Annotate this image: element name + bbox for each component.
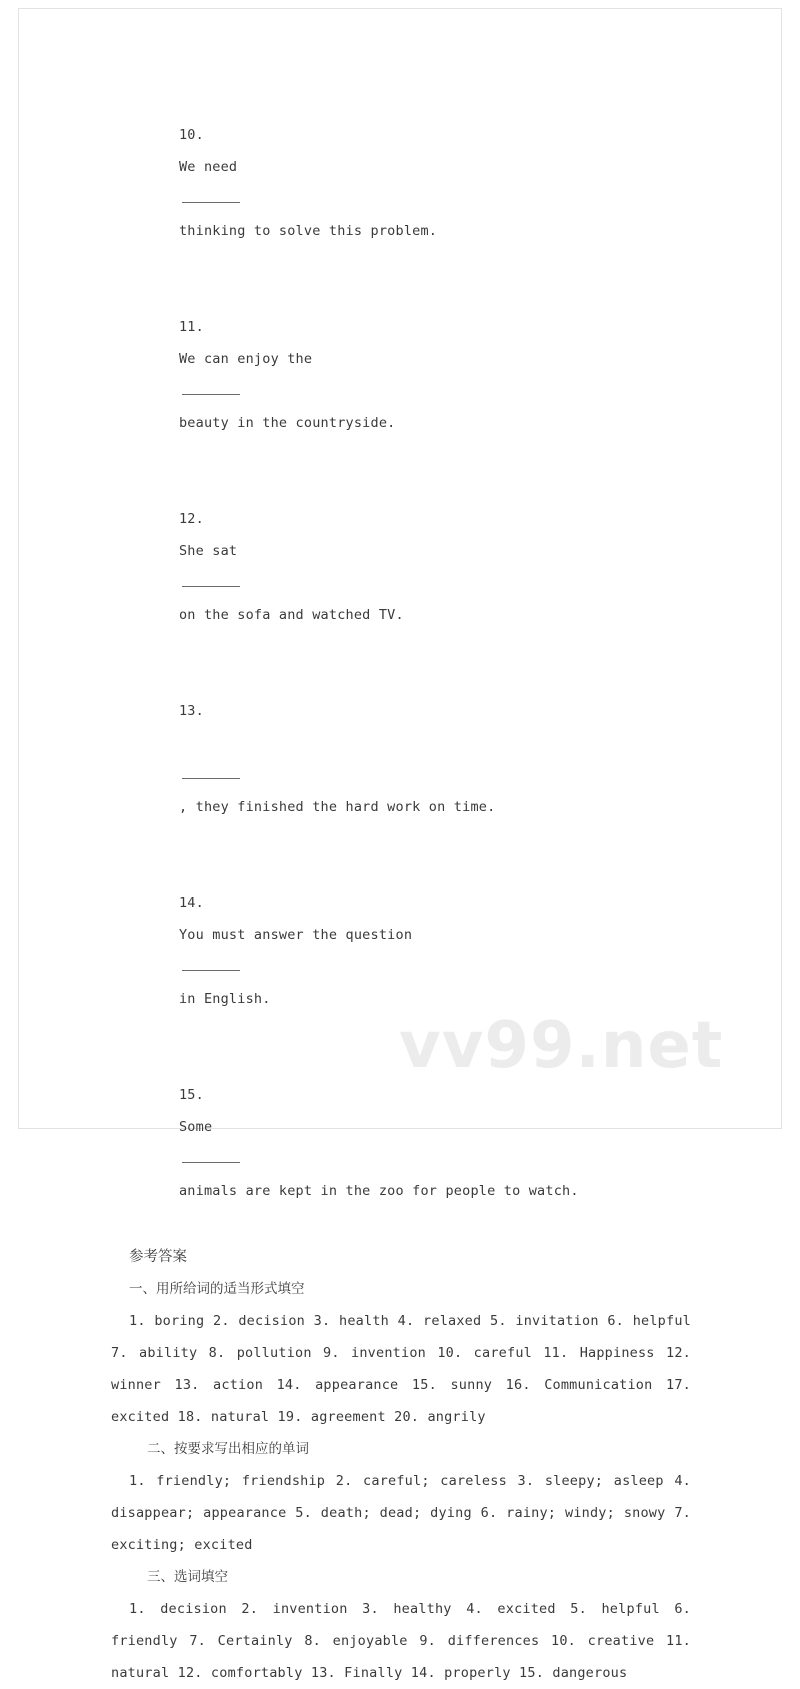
question-text-after: beauty in the countryside. bbox=[178, 415, 396, 431]
question-text-after: on the sofa and watched TV. bbox=[178, 607, 404, 623]
question-number: 13. bbox=[178, 703, 204, 719]
question-number: 11. bbox=[178, 319, 204, 335]
question-text-after: in English. bbox=[178, 991, 271, 1007]
watermark: vv99.net bbox=[399, 1009, 724, 1083]
question-text-before: We can enjoy the bbox=[178, 351, 313, 367]
question-item bbox=[111, 663, 691, 855]
question-item bbox=[111, 279, 691, 471]
answer-blank bbox=[182, 381, 240, 395]
answer-blank bbox=[182, 573, 240, 587]
question-text-before: We need bbox=[178, 159, 238, 175]
answer-blank bbox=[182, 1149, 240, 1163]
question-item bbox=[111, 471, 691, 663]
document-page bbox=[18, 8, 782, 1681]
answers-title: 参考答案 bbox=[129, 1249, 187, 1265]
section-body-3: 1. decision 2. invention 3. healthy 4. excited 5. helpful 6. friendly 7. Certainly 8. enjoyable 9. differences 10. creative 11. natural 12. comfortably 13. Finally 14. properly 15. dangerous bbox=[111, 1601, 691, 1681]
document-content bbox=[111, 87, 691, 1689]
section-body-1: 1. boring 2. decision 3. health 4. relaxed 5. invitation 6. helpful 7. ability 8. pollution 9. invention 10. careful 11. Happiness 12. winner 13. action 14. appearance 15. sunny 16. Communication 17. excited 18. natural 19. agreement 20. angrily bbox=[111, 1313, 691, 1425]
answer-blank bbox=[182, 957, 240, 971]
question-number: 10. bbox=[178, 127, 204, 143]
question-text-before: You must answer the question bbox=[178, 927, 413, 943]
section-heading-1: 一、用所给词的适当形式填空 bbox=[129, 1281, 305, 1297]
answer-blank bbox=[182, 189, 240, 203]
question-number: 12. bbox=[178, 511, 204, 527]
section-body-2: 1. friendly; friendship 2. careful; careless 3. sleepy; asleep 4. disappear; appearance 5. death; dead; dying 6. rainy; windy; snowy 7. exciting; excited bbox=[111, 1473, 691, 1553]
question-text-after: animals are kept in the zoo for people to watch. bbox=[178, 1183, 579, 1199]
section-heading-2: 二、按要求写出相应的单词 bbox=[147, 1441, 309, 1457]
question-number: 14. bbox=[178, 895, 204, 911]
question-text-before: Some bbox=[178, 1119, 213, 1135]
question-text-before: She sat bbox=[178, 543, 238, 559]
question-text-after: , they finished the hard work on time. bbox=[178, 799, 496, 815]
question-text-after: thinking to solve this problem. bbox=[178, 223, 438, 239]
question-item bbox=[111, 87, 691, 279]
answer-blank bbox=[182, 765, 240, 779]
question-number: 15. bbox=[178, 1087, 204, 1103]
section-heading-3: 三、选词填空 bbox=[147, 1569, 228, 1585]
